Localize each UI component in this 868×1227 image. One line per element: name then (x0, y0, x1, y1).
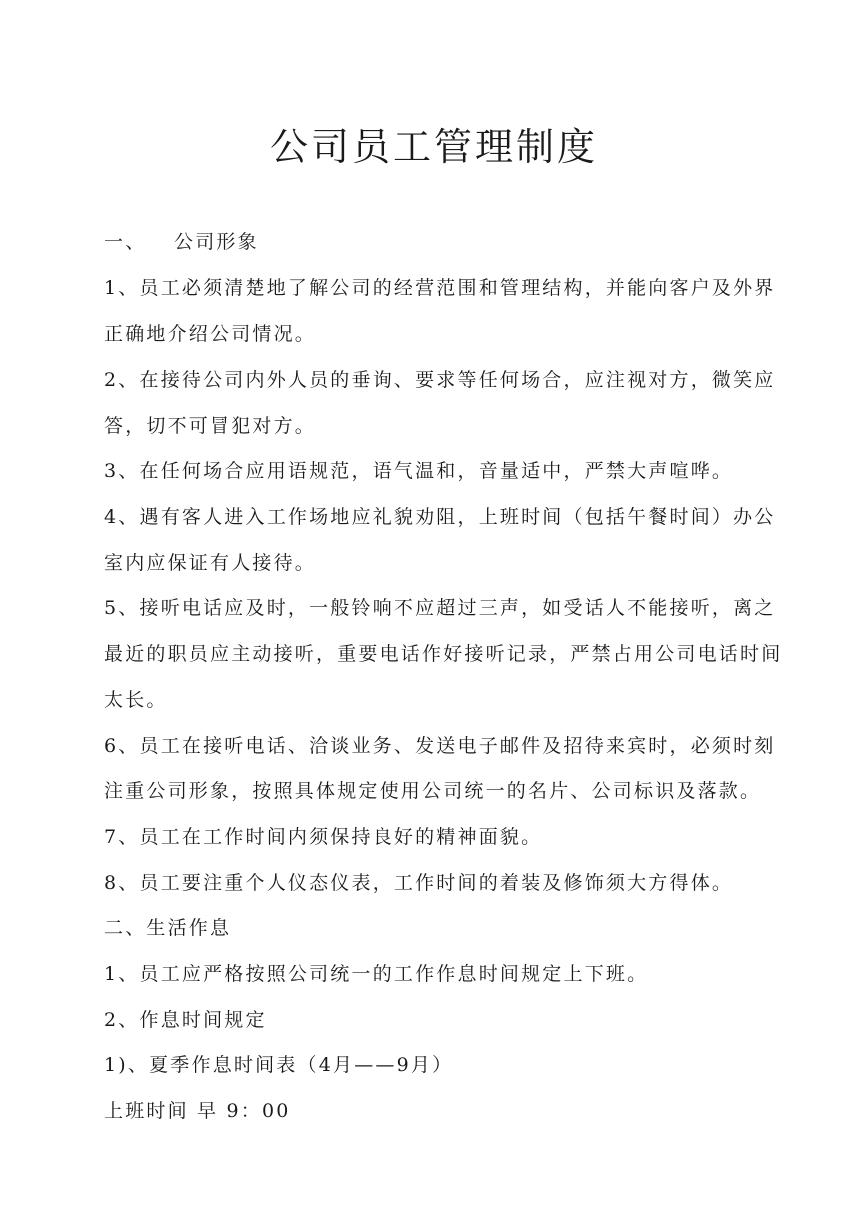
paragraph-line: 4、遇有客人进入工作场地应礼貌劝阻，上班时间（包括午餐时间）办公 (104, 506, 776, 528)
paragraph-line: 1、员工应严格按照公司统一的工作作息时间规定上下班。 (104, 963, 649, 985)
paragraph-line: 2、在接待公司内外人员的垂询、要求等任何场合，应注视对方，微笑应 (104, 369, 776, 391)
section-number: 一、 (104, 231, 147, 253)
paragraph-line: 7、员工在工作时间内须保持良好的精神面貌。 (104, 826, 543, 848)
paragraph-line: 太长。 (104, 689, 168, 711)
paragraph-line: 8、员工要注重个人仪态仪表，工作时间的着装及修饰须大方得体。 (104, 872, 734, 894)
paragraph-line: 6、员工在接听电话、洽谈业务、发送电子邮件及招待来宾时，必须时刻 (104, 735, 776, 757)
paragraph-line: 1)、夏季作息时间表（4月——9月） (104, 1054, 454, 1076)
paragraph-line: 1、员工必须清楚地了解公司的经营范围和管理结构，并能向客户及外界 (104, 277, 776, 299)
paragraph-line: 最近的职员应主动接听，重要电话作好接听记录，严禁占用公司电话时间 (104, 643, 783, 665)
section-heading-daily-schedule: 二、生活作息 (104, 917, 232, 939)
paragraph-line: 上班时间 早 9：00 (104, 1100, 291, 1122)
paragraph-line: 正确地介绍公司情况。 (104, 323, 317, 345)
paragraph-line: 注重公司形象，按照具体规定使用公司统一的名片、公司标识及落款。 (104, 780, 762, 802)
paragraph-line: 2、作息时间规定 (104, 1009, 267, 1031)
paragraph-line: 3、在任何场合应用语规范，语气温和，音量适中，严禁大声喧哗。 (104, 460, 734, 482)
paragraph-line: 答，切不可冒犯对方。 (104, 415, 317, 437)
paragraph-line: 室内应保证有人接待。 (104, 552, 317, 574)
section-heading-company-image (104, 228, 764, 256)
paragraph-line: 5、接听电话应及时，一般铃响不应超过三声，如受话人不能接听，离之 (104, 597, 776, 619)
document-title: 公司员工管理制度 (269, 125, 598, 169)
section-title: 公司形象 (174, 231, 259, 253)
